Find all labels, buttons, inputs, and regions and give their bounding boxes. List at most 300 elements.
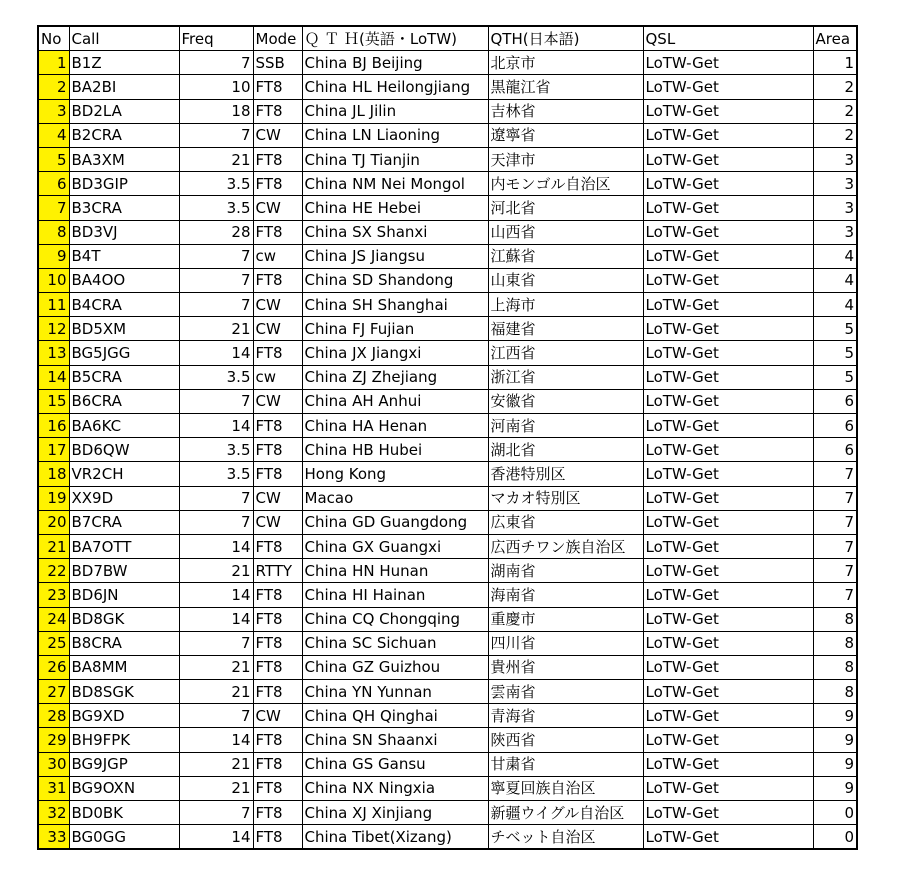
cell-qsl: LoTW-Get <box>643 534 813 558</box>
cell-qth-jp: 黒龍江省 <box>488 75 643 99</box>
cell-qth-en: China HE Hebei <box>302 196 488 220</box>
cell-call: BD8SGK <box>69 680 179 704</box>
cell-area: 9 <box>813 704 857 728</box>
cell-no: 14 <box>38 365 69 389</box>
table-row <box>38 801 857 825</box>
cell-qsl: LoTW-Get <box>643 196 813 220</box>
cell-qth-jp: 北京市 <box>488 51 643 75</box>
table-row <box>38 559 857 583</box>
cell-qsl: LoTW-Get <box>643 462 813 486</box>
cell-call: B6CRA <box>69 389 179 413</box>
cell-mode: FT8 <box>253 728 302 752</box>
cell-no: 6 <box>38 172 69 196</box>
cell-no: 3 <box>38 99 69 123</box>
cell-qsl: LoTW-Get <box>643 655 813 679</box>
cell-no: 4 <box>38 123 69 147</box>
cell-area: 5 <box>813 341 857 365</box>
cell-mode: FT8 <box>253 414 302 438</box>
cell-mode: FT8 <box>253 655 302 679</box>
cell-call: XX9D <box>69 486 179 510</box>
cell-qth-en: China GS Gansu <box>302 752 488 776</box>
cell-mode: FT8 <box>253 75 302 99</box>
cell-qsl: LoTW-Get <box>643 293 813 317</box>
cell-no: 2 <box>38 75 69 99</box>
table-row <box>38 317 857 341</box>
table-row <box>38 655 857 679</box>
cell-freq: 14 <box>179 341 253 365</box>
cell-qsl: LoTW-Get <box>643 583 813 607</box>
cell-mode: CW <box>253 196 302 220</box>
cell-no: 10 <box>38 268 69 292</box>
table-row <box>38 220 857 244</box>
cell-call: BD8GK <box>69 607 179 631</box>
cell-qth-en: China SN Shaanxi <box>302 728 488 752</box>
cell-freq: 21 <box>179 752 253 776</box>
cell-no: 31 <box>38 776 69 800</box>
cell-freq: 7 <box>179 51 253 75</box>
cell-no: 5 <box>38 147 69 171</box>
cell-no: 13 <box>38 341 69 365</box>
cell-call: BA3XM <box>69 147 179 171</box>
header-call: Call <box>69 26 179 51</box>
cell-area: 2 <box>813 99 857 123</box>
cell-mode: FT8 <box>253 220 302 244</box>
table-row <box>38 244 857 268</box>
table-row <box>38 172 857 196</box>
cell-qsl: LoTW-Get <box>643 244 813 268</box>
cell-qth-jp: 四川省 <box>488 631 643 655</box>
cell-mode: FT8 <box>253 680 302 704</box>
cell-qth-jp: 遼寧省 <box>488 123 643 147</box>
cell-call: BD0BK <box>69 801 179 825</box>
cell-area: 6 <box>813 389 857 413</box>
table-row <box>38 631 857 655</box>
cell-area: 0 <box>813 825 857 850</box>
table-row <box>38 462 857 486</box>
cell-freq: 21 <box>179 655 253 679</box>
cell-area: 6 <box>813 414 857 438</box>
cell-area: 9 <box>813 776 857 800</box>
cell-area: 5 <box>813 365 857 389</box>
cell-qsl: LoTW-Get <box>643 438 813 462</box>
cell-no: 9 <box>38 244 69 268</box>
cell-freq: 18 <box>179 99 253 123</box>
cell-qsl: LoTW-Get <box>643 510 813 534</box>
cell-no: 11 <box>38 293 69 317</box>
table-row <box>38 752 857 776</box>
table-row <box>38 486 857 510</box>
table-row <box>38 389 857 413</box>
cell-freq: 14 <box>179 534 253 558</box>
cell-qth-jp: チベット自治区 <box>488 825 643 850</box>
cell-freq: 3.5 <box>179 196 253 220</box>
cell-mode: RTTY <box>253 559 302 583</box>
cell-area: 7 <box>813 534 857 558</box>
cell-area: 8 <box>813 680 857 704</box>
header-freq: Freq <box>179 26 253 51</box>
cell-qth-jp: 吉林省 <box>488 99 643 123</box>
cell-no: 18 <box>38 462 69 486</box>
cell-qsl: LoTW-Get <box>643 123 813 147</box>
header-mode: Mode <box>253 26 302 51</box>
cell-area: 4 <box>813 268 857 292</box>
cell-mode: FT8 <box>253 534 302 558</box>
cell-qth-en: China FJ Fujian <box>302 317 488 341</box>
cell-qsl: LoTW-Get <box>643 607 813 631</box>
cell-call: B2CRA <box>69 123 179 147</box>
cell-mode: FT8 <box>253 607 302 631</box>
cell-no: 21 <box>38 534 69 558</box>
cell-no: 16 <box>38 414 69 438</box>
cell-area: 7 <box>813 559 857 583</box>
cell-freq: 7 <box>179 389 253 413</box>
cell-freq: 21 <box>179 776 253 800</box>
table-row <box>38 583 857 607</box>
cell-mode: FT8 <box>253 341 302 365</box>
cell-no: 28 <box>38 704 69 728</box>
cell-qth-en: China HN Hunan <box>302 559 488 583</box>
cell-no: 25 <box>38 631 69 655</box>
cell-no: 1 <box>38 51 69 75</box>
cell-qth-en: China HB Hubei <box>302 438 488 462</box>
cell-area: 7 <box>813 583 857 607</box>
cell-call: BA8MM <box>69 655 179 679</box>
cell-call: B5CRA <box>69 365 179 389</box>
cell-qsl: LoTW-Get <box>643 631 813 655</box>
cell-qth-en: China XJ Xinjiang <box>302 801 488 825</box>
cell-call: BD5XM <box>69 317 179 341</box>
cell-freq: 7 <box>179 704 253 728</box>
cell-no: 23 <box>38 583 69 607</box>
cell-qth-jp: 山東省 <box>488 268 643 292</box>
cell-qsl: LoTW-Get <box>643 317 813 341</box>
cell-qth-jp: 貴州省 <box>488 655 643 679</box>
cell-qth-en: China JX Jiangxi <box>302 341 488 365</box>
cell-mode: FT8 <box>253 438 302 462</box>
header-row <box>38 26 857 51</box>
cell-area: 2 <box>813 123 857 147</box>
cell-mode: FT8 <box>253 631 302 655</box>
cell-qth-en: China JL Jilin <box>302 99 488 123</box>
cell-mode: cw <box>253 244 302 268</box>
cell-qsl: LoTW-Get <box>643 172 813 196</box>
table-row <box>38 99 857 123</box>
cell-qsl: LoTW-Get <box>643 220 813 244</box>
cell-call: BD3GIP <box>69 172 179 196</box>
header-qth-jp: QTH(日本語) <box>488 26 643 51</box>
cell-call: B4CRA <box>69 293 179 317</box>
table-row <box>38 196 857 220</box>
table-row <box>38 534 857 558</box>
cell-qsl: LoTW-Get <box>643 268 813 292</box>
cell-freq: 3.5 <box>179 365 253 389</box>
table-row <box>38 825 857 850</box>
table-row <box>38 123 857 147</box>
cell-mode: FT8 <box>253 776 302 800</box>
cell-no: 15 <box>38 389 69 413</box>
cell-qth-en: China HA Henan <box>302 414 488 438</box>
cell-no: 33 <box>38 825 69 850</box>
header-qsl: QSL <box>643 26 813 51</box>
cell-area: 4 <box>813 293 857 317</box>
cell-mode: CW <box>253 389 302 413</box>
cell-area: 7 <box>813 486 857 510</box>
cell-qth-jp: 新疆ウイグル自治区 <box>488 801 643 825</box>
cell-qth-en: China HL Heilongjiang <box>302 75 488 99</box>
cell-qth-jp: 福建省 <box>488 317 643 341</box>
cell-no: 20 <box>38 510 69 534</box>
cell-freq: 7 <box>179 631 253 655</box>
cell-freq: 28 <box>179 220 253 244</box>
cell-qth-jp: 河北省 <box>488 196 643 220</box>
cell-qth-en: China AH Anhui <box>302 389 488 413</box>
cell-mode: CW <box>253 123 302 147</box>
table-row <box>38 680 857 704</box>
cell-freq: 7 <box>179 268 253 292</box>
cell-freq: 7 <box>179 510 253 534</box>
cell-qth-en: China TJ Tianjin <box>302 147 488 171</box>
cell-area: 6 <box>813 438 857 462</box>
cell-freq: 14 <box>179 825 253 850</box>
cell-qsl: LoTW-Get <box>643 825 813 850</box>
cell-freq: 3.5 <box>179 462 253 486</box>
cell-call: BG9XD <box>69 704 179 728</box>
table-row <box>38 293 857 317</box>
cell-call: BD2LA <box>69 99 179 123</box>
cell-qth-jp: 上海市 <box>488 293 643 317</box>
cell-qsl: LoTW-Get <box>643 75 813 99</box>
cell-qth-en: China NX Ningxia <box>302 776 488 800</box>
cell-no: 8 <box>38 220 69 244</box>
cell-qth-jp: 陝西省 <box>488 728 643 752</box>
cell-no: 7 <box>38 196 69 220</box>
cell-qth-jp: 内モンゴル自治区 <box>488 172 643 196</box>
cell-call: BG9OXN <box>69 776 179 800</box>
cell-mode: FT8 <box>253 583 302 607</box>
table-row <box>38 414 857 438</box>
cell-freq: 14 <box>179 728 253 752</box>
cell-mode: CW <box>253 293 302 317</box>
cell-mode: FT8 <box>253 268 302 292</box>
table-row <box>38 268 857 292</box>
cell-freq: 7 <box>179 486 253 510</box>
cell-no: 32 <box>38 801 69 825</box>
cell-area: 3 <box>813 196 857 220</box>
cell-call: B8CRA <box>69 631 179 655</box>
cell-qth-en: China NM Nei Mongol <box>302 172 488 196</box>
cell-area: 7 <box>813 462 857 486</box>
cell-call: BA2BI <box>69 75 179 99</box>
cell-qth-jp: 安徽省 <box>488 389 643 413</box>
cell-mode: CW <box>253 486 302 510</box>
cell-qth-en: China CQ Chongqing <box>302 607 488 631</box>
cell-qth-en: China ZJ Zhejiang <box>302 365 488 389</box>
cell-mode: FT8 <box>253 147 302 171</box>
cell-qth-en: China GX Guangxi <box>302 534 488 558</box>
cell-qsl: LoTW-Get <box>643 414 813 438</box>
cell-freq: 14 <box>179 607 253 631</box>
cell-qsl: LoTW-Get <box>643 776 813 800</box>
table-row <box>38 607 857 631</box>
cell-qth-en: China GD Guangdong <box>302 510 488 534</box>
cell-call: BG0GG <box>69 825 179 850</box>
cell-mode: SSB <box>253 51 302 75</box>
cell-qth-jp: 河南省 <box>488 414 643 438</box>
cell-qsl: LoTW-Get <box>643 99 813 123</box>
cell-freq: 7 <box>179 244 253 268</box>
cell-no: 24 <box>38 607 69 631</box>
cell-qsl: LoTW-Get <box>643 389 813 413</box>
cell-qsl: LoTW-Get <box>643 704 813 728</box>
cell-call: BG5JGG <box>69 341 179 365</box>
cell-qth-en: China LN Liaoning <box>302 123 488 147</box>
cell-mode: FT8 <box>253 825 302 850</box>
cell-qth-en: Hong Kong <box>302 462 488 486</box>
table-row <box>38 51 857 75</box>
cell-call: B7CRA <box>69 510 179 534</box>
header-area: Area <box>813 26 857 51</box>
cell-mode: FT8 <box>253 801 302 825</box>
cell-qth-en: China HI Hainan <box>302 583 488 607</box>
cell-qsl: LoTW-Get <box>643 147 813 171</box>
cell-freq: 3.5 <box>179 438 253 462</box>
cell-call: B1Z <box>69 51 179 75</box>
cell-qth-jp: 湖南省 <box>488 559 643 583</box>
cell-qth-jp: 江蘇省 <box>488 244 643 268</box>
cell-call: BD3VJ <box>69 220 179 244</box>
cell-call: BD7BW <box>69 559 179 583</box>
table-row <box>38 147 857 171</box>
cell-qth-en: Macao <box>302 486 488 510</box>
cell-qth-jp: 重慶市 <box>488 607 643 631</box>
cell-qth-jp: 香港特別区 <box>488 462 643 486</box>
cell-no: 12 <box>38 317 69 341</box>
cell-qth-jp: 湖北省 <box>488 438 643 462</box>
table-row <box>38 365 857 389</box>
cell-no: 19 <box>38 486 69 510</box>
cell-qth-en: China SC Sichuan <box>302 631 488 655</box>
cell-area: 8 <box>813 631 857 655</box>
cell-call: VR2CH <box>69 462 179 486</box>
cell-no: 17 <box>38 438 69 462</box>
cell-area: 4 <box>813 244 857 268</box>
cell-qsl: LoTW-Get <box>643 51 813 75</box>
cell-qth-jp: 雲南省 <box>488 680 643 704</box>
cell-mode: CW <box>253 317 302 341</box>
cell-freq: 7 <box>179 293 253 317</box>
cell-area: 1 <box>813 51 857 75</box>
cell-area: 9 <box>813 728 857 752</box>
cell-no: 26 <box>38 655 69 679</box>
cell-area: 3 <box>813 147 857 171</box>
cell-mode: CW <box>253 704 302 728</box>
cell-qsl: LoTW-Get <box>643 486 813 510</box>
cell-qsl: LoTW-Get <box>643 365 813 389</box>
cell-call: BA7OTT <box>69 534 179 558</box>
cell-area: 3 <box>813 220 857 244</box>
cell-call: BH9FPK <box>69 728 179 752</box>
cell-freq: 21 <box>179 559 253 583</box>
cell-mode: FT8 <box>253 99 302 123</box>
cell-qth-en: China GZ Guizhou <box>302 655 488 679</box>
table-row <box>38 438 857 462</box>
cell-area: 8 <box>813 607 857 631</box>
cell-qth-en: China Tibet(Xizang) <box>302 825 488 850</box>
cell-freq: 21 <box>179 147 253 171</box>
cell-freq: 3.5 <box>179 172 253 196</box>
cell-freq: 21 <box>179 680 253 704</box>
cell-mode: FT8 <box>253 172 302 196</box>
cell-area: 3 <box>813 172 857 196</box>
cell-call: BA4OO <box>69 268 179 292</box>
cell-qsl: LoTW-Get <box>643 559 813 583</box>
cell-call: BG9JGP <box>69 752 179 776</box>
cell-no: 29 <box>38 728 69 752</box>
cell-freq: 7 <box>179 123 253 147</box>
cell-call: BD6QW <box>69 438 179 462</box>
cell-qth-en: China JS Jiangsu <box>302 244 488 268</box>
cell-qth-en: China BJ Beijing <box>302 51 488 75</box>
cell-mode: FT8 <box>253 752 302 776</box>
cell-qth-en: China QH Qinghai <box>302 704 488 728</box>
cell-freq: 14 <box>179 583 253 607</box>
cell-qth-en: China SH Shanghai <box>302 293 488 317</box>
cell-area: 8 <box>813 655 857 679</box>
cell-qth-jp: 青海省 <box>488 704 643 728</box>
cell-area: 9 <box>813 752 857 776</box>
cell-area: 2 <box>813 75 857 99</box>
cell-qsl: LoTW-Get <box>643 752 813 776</box>
cell-area: 0 <box>813 801 857 825</box>
cell-qth-en: China SX Shanxi <box>302 220 488 244</box>
cell-mode: cw <box>253 365 302 389</box>
cell-qsl: LoTW-Get <box>643 341 813 365</box>
cell-qsl: LoTW-Get <box>643 680 813 704</box>
cell-qsl: LoTW-Get <box>643 801 813 825</box>
cell-area: 5 <box>813 317 857 341</box>
cell-qth-jp: 甘粛省 <box>488 752 643 776</box>
cell-qth-jp: 天津市 <box>488 147 643 171</box>
cell-freq: 21 <box>179 317 253 341</box>
cell-call: BA6KC <box>69 414 179 438</box>
qsl-table <box>37 25 858 850</box>
cell-qth-jp: 広東省 <box>488 510 643 534</box>
table-row <box>38 776 857 800</box>
cell-freq: 14 <box>179 414 253 438</box>
table-row <box>38 75 857 99</box>
cell-mode: CW <box>253 510 302 534</box>
header-qth-en: Ｑ Ｔ Ｈ(英語・LoTW) <box>302 26 488 51</box>
cell-no: 27 <box>38 680 69 704</box>
cell-no: 22 <box>38 559 69 583</box>
cell-qth-jp: 浙江省 <box>488 365 643 389</box>
cell-qth-jp: 寧夏回族自治区 <box>488 776 643 800</box>
cell-qth-jp: 江西省 <box>488 341 643 365</box>
cell-qth-jp: 広西チワン族自治区 <box>488 534 643 558</box>
cell-mode: FT8 <box>253 462 302 486</box>
cell-call: BD6JN <box>69 583 179 607</box>
cell-freq: 7 <box>179 801 253 825</box>
cell-qth-en: China YN Yunnan <box>302 680 488 704</box>
cell-qsl: LoTW-Get <box>643 728 813 752</box>
cell-no: 30 <box>38 752 69 776</box>
cell-qth-en: China SD Shandong <box>302 268 488 292</box>
table-row <box>38 704 857 728</box>
table-row <box>38 341 857 365</box>
cell-freq: 10 <box>179 75 253 99</box>
cell-call: B3CRA <box>69 196 179 220</box>
cell-area: 7 <box>813 510 857 534</box>
